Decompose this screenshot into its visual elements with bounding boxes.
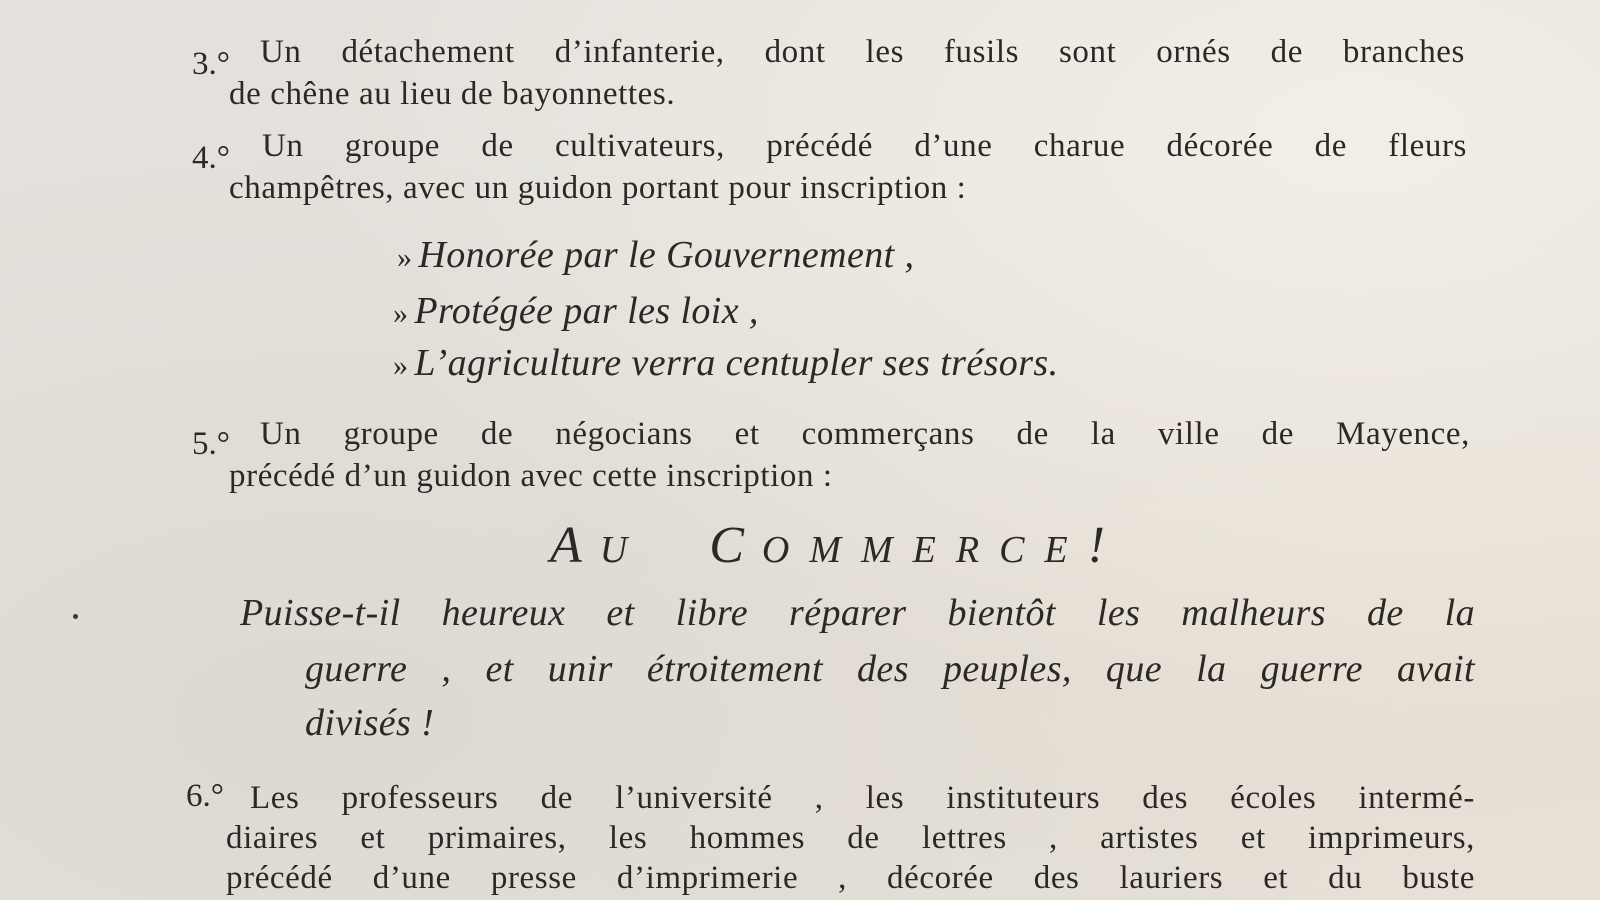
item-6-line-3: précédé d’une presse d’imprimerie , décorée des lauriers et du buste [226, 860, 1475, 896]
show-through-text [150, 372, 158, 402]
quote-line-2-text: Protégée par les loix , [414, 290, 759, 332]
quote-mark: » [397, 241, 413, 274]
banner-letter-c: C [709, 517, 762, 574]
quote-line-1 [397, 236, 914, 274]
quote-line-1-text: Honorée par le Gouvernement , [418, 234, 915, 276]
item-5-line-1: Un groupe de négocians et commerçans de la ville de Mayence, [260, 416, 1470, 452]
item-5-line-2: précédé d’un guidon avec cette inscription : [229, 458, 833, 494]
quote-line-3 [393, 344, 1058, 382]
item-3-number: 3.° [192, 46, 230, 82]
banner-letter-u: U [599, 529, 648, 571]
quote-line-3-text: L’agriculture verra centupler ses trésors. [414, 342, 1059, 384]
item-5-number: 5.° [192, 426, 230, 462]
quote-mark: » [393, 349, 409, 382]
quote-mark: » [393, 297, 409, 330]
motto-line-1: Puisse-t-il heureux et libre réparer bientôt les malheurs de la [240, 592, 1475, 634]
quote-line-2 [393, 292, 759, 330]
item-4-line-2: champêtres, avec un guidon portant pour inscription : [229, 170, 967, 206]
item-4-number: 4.° [192, 140, 230, 176]
ink-dot [73, 614, 78, 619]
item-3-line-2: de chêne au lieu de bayonnettes. [229, 76, 676, 112]
motto-line-2: guerre , et unir étroitement des peuples, que la guerre avait [305, 648, 1475, 690]
motto-line-3: divisés ! [305, 702, 435, 744]
item-6-line-2: diaires et primaires, les hommes de lettres , artistes et imprimeurs, [226, 820, 1475, 856]
item-3-line-1: Un détachement d’infanterie, dont les fusils sont ornés de branches [260, 34, 1465, 70]
item-4-line-1: Un groupe de cultivateurs, précédé d’une charue décorée de fleurs [262, 128, 1467, 164]
banner-title [550, 517, 1123, 574]
item-6-number: 6.° [186, 778, 224, 814]
banner-letter-a: A [550, 517, 600, 574]
banner-rest: OMMERCE [761, 529, 1088, 571]
item-6-line-1: Les professeurs de l’université , les instituteurs des écoles intermé- [250, 780, 1475, 816]
banner-exclamation: ! [1087, 517, 1123, 574]
